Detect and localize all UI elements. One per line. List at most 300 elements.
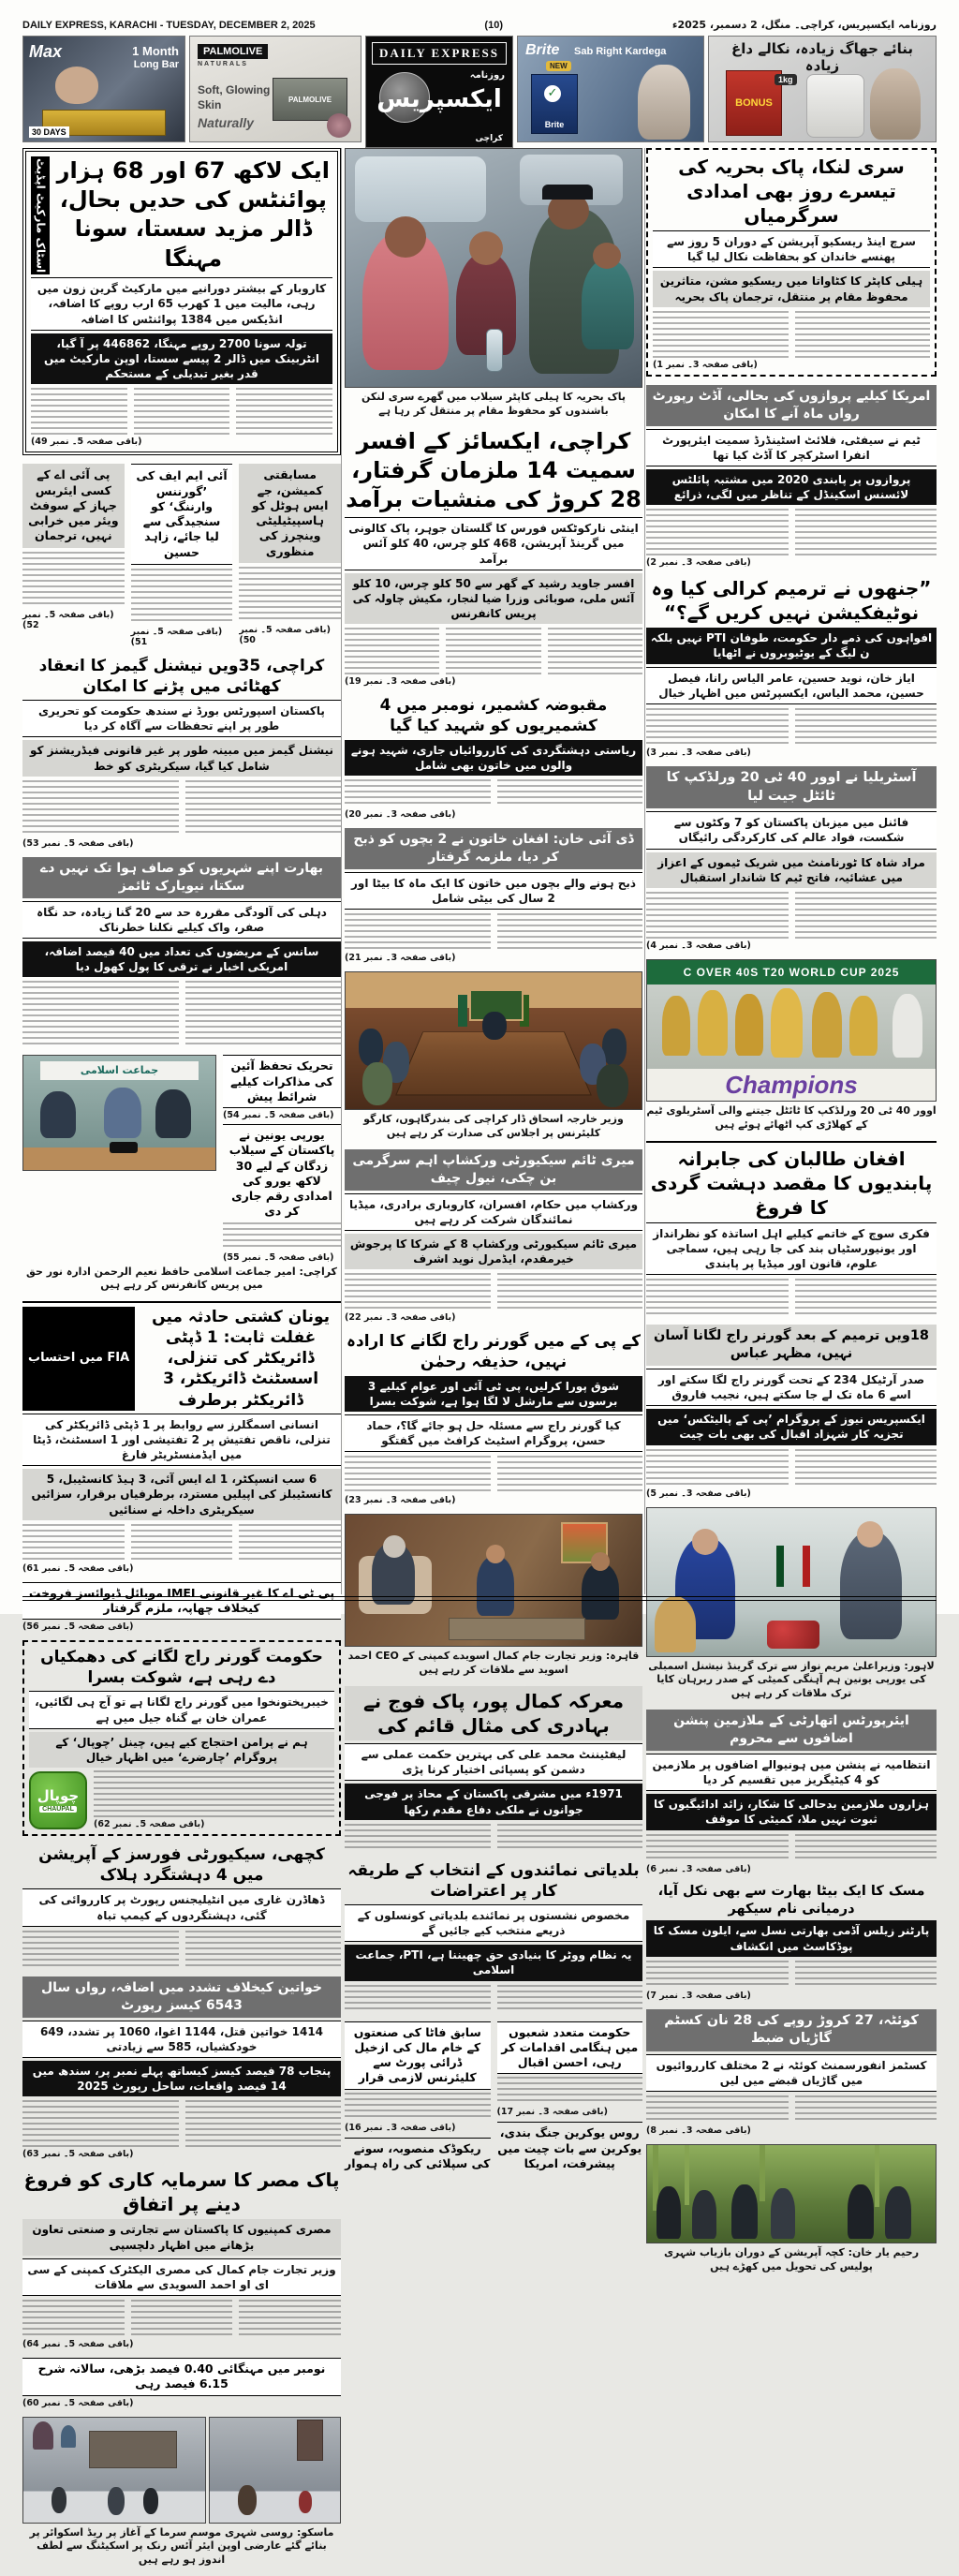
attendee-figure [359, 1029, 383, 1066]
games-subhead-1: پاکستان اسپورٹس بورڈ نے سندھ حکومت کو تحریری طور پر اپنے تحفظات سے آگاہ کر دیا [22, 700, 341, 737]
turkish-official-face [857, 1521, 883, 1547]
body-text [795, 509, 937, 555]
skater-figure [143, 2488, 158, 2514]
police-rescue-photo [646, 2144, 937, 2243]
dikhan-headline: ڈی آئی خان: افغان خاتون نے 2 بچوں کو ذبح کر دیا، ملزمہ گرفتار [345, 828, 642, 869]
masthead-english: DAILY EXPRESS [372, 42, 507, 65]
palmolive-line3: Naturally [198, 115, 254, 130]
body-text [131, 2300, 233, 2337]
story-india-air-pollution [22, 857, 341, 1047]
lead-body [31, 388, 332, 435]
localbodies-headline: بلدیاتی نمائندوں کے انتخاب کے طریقہ کار پر اعتراضات [347, 1860, 640, 1901]
story-18th-amendment-analysis [646, 1325, 937, 1498]
body-text [94, 1770, 334, 1817]
body-text [795, 311, 931, 358]
ad-brite [517, 36, 704, 142]
speaker-figure [104, 1088, 141, 1138]
pakistan-flag [776, 1546, 784, 1587]
egypt-subhead-1: مصری کمپنیوں کا پاکستان سے تجارتی و صنعتی تعاون بڑھانے میں اظہار دلچسپی [22, 2219, 341, 2255]
body-text [22, 981, 179, 1046]
continued-note: (باقی صفحہ 5۔ نمبر 62) [94, 1819, 205, 1830]
body-text [646, 1449, 789, 1487]
continued-note: (باقی صفحہ 3۔ نمبر 4) [646, 940, 751, 951]
cairo-photo-caption: قاہرہ: وزیر تجارت جام کمال اسویدے کمپنی کے CEO احمد اسوید سے ملاقات کر رہے ہیں [347, 1650, 640, 1677]
body-text [497, 2077, 643, 2105]
aus-subhead: فائنل میں میزبان پاکستان کو 7 وکٹوں سے شکست، فواد عالم کی کارکردگی رائیگاں [646, 811, 937, 849]
moscow-photo-caption: ماسکو: روسی شہری موسم سرما کے آغاز پر ریڈ اسکوائر پر بنائے گئے عارضی اوپن ایئر آئس رنک پر اسکیٹنگ سے لطف اندوز ہو رہے ہیں [29, 2525, 334, 2567]
body-text [236, 388, 332, 435]
constitution-headline: تحریک تحفظ آئین کی مذاکرات کیلیے شرائط پیش [223, 1055, 341, 1108]
body-text [345, 913, 491, 951]
story-musk-son-india [646, 1883, 937, 2001]
player-figure [812, 992, 842, 1058]
kachhi-headline: کچھی، سیکیورٹی فورسز کے آپریشن میں 4 دہشتگرد ہلاک [38, 1845, 325, 1886]
kachhi-subhead: ڈھاڈرن غاری میں انٹیلیجنس رپورٹ پر کارروائی کی گئی، دہشتگردوں کے کیمپ تباہ [22, 1888, 341, 1926]
champions-photo-caption: اوور 40 ٹی 20 ورلڈکپ کا ٹائٹل جیتنے والی آسٹریلوی ٹیم کے کھلاڑی کپ اٹھائے ہوئے ہیں [646, 1103, 937, 1131]
continued-note: (باقی صفحہ 3۔ نمبر 23) [345, 1495, 456, 1506]
max-model-female [102, 70, 143, 108]
body-text [22, 2100, 179, 2147]
max-model-male [55, 67, 98, 104]
fia-subhead-2: 6 سب انسپکٹر، 1 اے ایس آئی، 3 ہیڈ کانسٹیبل، 5 کانسٹیبلز کی اپیلیں مسترد، برطرفیاں برقرار، سزائیں سیکریٹری داخلہ نے سنائیں [22, 1469, 341, 1520]
maritime-subhead-2: میری ٹائم سیکیورٹی ورکشاپ 8 کے شرکا کا پرجوش خیرمقدم، ایڈمرل نوید اشرف [345, 1234, 642, 1269]
body-text [795, 892, 937, 939]
story-national-games [22, 656, 341, 849]
body-text [795, 1834, 937, 1862]
kp-subhead-2: کیا گورنر راج سے مسئلہ حل ہو جائے گا؟، حماد حسن، پروگرام اسٹیٹ کرافٹ میں گفتگو [345, 1414, 642, 1452]
body-text [31, 388, 127, 435]
checkmark-icon: ✓ [544, 85, 561, 102]
continued-note: (باقی صفحہ 3۔ نمبر 6) [646, 1863, 751, 1874]
body-text [646, 892, 789, 939]
kashmir-headline: مقبوضہ کشمیر، نومبر میں 4 کشمیریوں کو شہید کیا گیا [379, 696, 608, 736]
rekodik-headline: ریکوڈک منصوبہ، سونے کی سپلائی کی راہ ہموار [345, 2138, 491, 2172]
body-text [345, 779, 491, 807]
story-governor-raj-chaupal [22, 1640, 341, 1836]
max-offer-line1: 1 Month [132, 44, 179, 58]
champions-team-photo [646, 959, 937, 1102]
body-text [795, 708, 937, 746]
continued-note: (باقی صفحہ 5۔ نمبر 49) [31, 437, 142, 448]
palmolive-line2: Skin [198, 98, 222, 111]
imf-headline: آئی ایم ایف کی ’گورننس وارننگ‘ کو سنجیدگی سے لیا جائے، زاہد حسین [131, 464, 233, 565]
body-text [497, 1824, 643, 1852]
body-text [646, 1961, 789, 1989]
ccp-headline: مسابقتی کمیشن، جے ایس ہوٹل کو ہاسپیٹیلیٹی وینچرز کی منظوری [239, 464, 341, 563]
woman-face [385, 216, 426, 258]
story-pak-egypt-investment [22, 2168, 341, 2349]
baby-figure [582, 259, 634, 349]
airports-headline: ایئرپورٹس اتھارٹی کے ملازمین پنشن اضافوں سے محروم [646, 1710, 937, 1751]
story-dikhan-afghan-woman [345, 828, 642, 963]
kamalpur-headline: معرکہ کمال پور، پاک فوج نے بہادری کی مثال قائم کی [345, 1686, 642, 1740]
official-figure [893, 994, 922, 1058]
body-text [646, 708, 789, 746]
kp-subhead-1: شوق پورا کرلیں، پی ٹی آئی اور عوام کیلیے 3 برسوں سے مارشل لا لگا ہوا ہے، شوکت بسرا [345, 1376, 642, 1412]
helicopter-window [355, 156, 486, 222]
chaupal-headline: حکومت گورنر راج لگانے کی دھمکیاں دے رہی ہے، شوکت بسرا [40, 1648, 323, 1688]
flights-headline: امریکا کیلیے پروازوں کی بحالی، آڈٹ رپورٹ رواں ماہ آنے کا امکان [646, 385, 937, 426]
sugarcane-stalk [760, 2145, 765, 2201]
body-text [22, 2300, 125, 2337]
continued-note: (باقی صفحہ 3۔ نمبر 1) [653, 359, 758, 370]
story-pia-airbus [22, 464, 125, 647]
body-text [345, 1824, 491, 1852]
continued-note: (باقی صفحہ 3۔ نمبر 2) [646, 557, 751, 569]
body-text [345, 1273, 491, 1310]
musk-headline: مسک کا ایک بیٹا بھارت سے بھی نکل آیا، درمیانی نام سیکھر [657, 1883, 925, 1917]
quetta-subhead: کسٹمز انفورسمنٹ کوئٹہ نے 2 مختلف کارروائیوں میں گاڑیاں قبضے میں لیں [646, 2054, 937, 2092]
pakistan-flag [458, 995, 467, 1027]
chaupal-logo [29, 1771, 87, 1829]
skater-figure [238, 2485, 257, 2515]
srilanka-subhead-2: ہیلی کاپٹر کا کٹاواتا میں ریسکیو مشن، متاثرین محفوظ مقام پر منتقل، ترجمان پاک بحریہ [653, 271, 930, 306]
inflation-headline: نومبر میں مہنگائی 0.40 فیصد بڑھی، سالانہ شرح 6.15 فیصد رہی [22, 2358, 341, 2396]
continued-note: (باقی صفحہ 3۔ نمبر 19) [345, 676, 456, 688]
ad-palmolive [189, 36, 361, 142]
aus-headline: آسٹریلیا نے اوور 40 ٹی 20 ورلڈکپ کا ٹائٹل جیت لیا [646, 766, 937, 808]
egypt-headline: پاک مصر کا سرمایہ کاری کو فروغ دینے پر اتفاق [23, 2169, 340, 2216]
quote-subhead: ایاز خان، نوید حسین، عامر الیاس رانا، فیصل حسین، محمد الیاس، ایکسپرٹس میں اظہار خیال [646, 667, 937, 704]
continued-note: (باقی صفحہ 3۔ نمبر 5) [646, 1488, 751, 1499]
story-police-rescue-photo [646, 2144, 937, 2274]
right-column [646, 148, 937, 2283]
police-photo-caption: رحیم یار خان: کچہ آپریشن کے دوران بازیاب شہری پولیس کی تحویل میں کھڑے ہیں [663, 2246, 920, 2273]
turkey-flag [803, 1546, 810, 1587]
pia-headline: پی آئی اے کے کسی ایئربس جہاز کے سوفٹ ویئر میں خرابی نہیں، ترجمان [22, 464, 125, 547]
body-text [22, 1524, 125, 1562]
maritime-subhead-1: ورکشاپ میں حکام، افسران، کاروباری برادری، میڈیا نمائندگان شرکت کر رہے ہیں [345, 1193, 642, 1231]
bonus-tagline-urdu: بنائے جھاگ زیادہ، نکالے داغ زیادہ [731, 40, 913, 74]
max-logo: Max [29, 42, 63, 61]
story-ahsan-iqbal [497, 2021, 643, 2172]
helicopter-rescue-photo [345, 148, 642, 388]
women-subhead: 1414 خواتین قتل، 1144 اغوا، 1060 پر تشدد، 649 خودکشیاں، 585 سے زیادتی [22, 2021, 341, 2058]
palmolive-pack-label: PALMOLIVE [288, 95, 332, 104]
carved-chair [655, 1596, 696, 1652]
masthead-block [365, 36, 513, 148]
player-figure [662, 996, 690, 1056]
body-text [239, 1524, 341, 1562]
body-text [131, 569, 233, 625]
body-text [497, 1985, 643, 2013]
story-australia-t20-title [646, 766, 937, 951]
jamaat-press-photo [22, 1055, 216, 1171]
police-figure [692, 2190, 716, 2239]
ad-max-soap [22, 36, 185, 142]
lead-headline: ایک لاکھ 67 اور 68 ہزار پوائنٹس کی حدیں بحال، ڈالر مزید سستا، سونا مہنگا [56, 157, 330, 272]
max-30days-badge: 30 DAYS [29, 126, 69, 138]
quote-headline: ”جنھوں نے ترمیم کرالی کیا وہ نوٹیفکیشن نہیں کریں گے؟“ [651, 577, 932, 625]
body-text [795, 2095, 937, 2124]
microphones [110, 1142, 138, 1153]
story-usa-flights-audit [646, 385, 937, 569]
page-header [22, 19, 937, 31]
india-headline: بھارت اپنے شہریوں کو صاف ہوا تک نہیں دے سکتا، نیویارک ٹائمز [22, 857, 341, 898]
ahsan-headline: حکومت متعدد شعبوں میں ہنگامی اقدامات کر رہی، احسن اقبال [497, 2021, 643, 2075]
mazhar-black-bar: ایکسپریس نیوز کے پروگرام ’پی کے پالیٹکس‘ میں تجزیہ کار شہزاد اقبال کی بھی بات چیت [646, 1409, 937, 1444]
coffee-table [449, 1618, 585, 1640]
continued-note: (باقی صفحہ 3۔ نمبر 16) [345, 2122, 456, 2133]
body-text [22, 1931, 179, 1968]
women-black-bar: پنجاب 78 فیصد کیسز کیساتھ پہلے نمبر پر، سندھ میں 14 فیصد واقعات، ساحل رپورٹ 2025 [22, 2061, 341, 2096]
brite-new-badge: NEW [546, 61, 571, 71]
column-rule-right [644, 148, 645, 1594]
masthead-urdu: ایکسپریس [376, 85, 502, 113]
chairman-figure [482, 1012, 507, 1040]
body-text [131, 1524, 233, 1562]
kamalpur-black-bar: 1971ء میں مشرقی پاکستان کے محاذ پر فوجی جوانوں نے ملکی دفاع مقدم رکھا [345, 1784, 642, 1819]
body-text [134, 388, 230, 435]
chaupal-subhead-1: خیبرپختونخوا میں گورنر راج لگانا ہے تو آج ہی لگائیں، عمران خان بے گناہ جیل میں ہے [29, 1691, 334, 1728]
player-figure [735, 994, 763, 1056]
story-maryam-turkish-meeting [646, 1507, 937, 1702]
column-rule-left [341, 148, 342, 1594]
flights-black-bar: پروازوں پر پابندی 2020 میں مشتبہ پائلٹس لائسنس اسکینڈل کے تناظر میں لگی، ذرائع [646, 469, 937, 505]
baby-face [593, 243, 621, 269]
continued-note: (باقی صفحہ 5۔ نمبر 53) [22, 837, 134, 849]
sugarcane-stalk [875, 2145, 879, 2207]
lead-subhead-2: تولہ سونا 2700 روپے مہنگا، 446862 پر آ گیا، انٹربینک میں ڈالر 2 پیسے سستا، اوپن مارکیٹ میں قدر بغیر تبدیلی کے مستحکم [31, 333, 332, 385]
ads-row [22, 36, 937, 142]
police-figure [885, 2186, 911, 2239]
palmolive-naturals-label: NATURALS [198, 61, 248, 67]
continued-note: (باقی صفحہ 3۔ نمبر 7) [646, 1990, 751, 2001]
ad-bonus [708, 36, 937, 142]
dikhan-subhead: ذبح ہونے والے بچوں میں خاتون کا ایک ماہ کا بیٹا اور 2 سال کی بیٹی شامل [345, 872, 642, 910]
skater-figure [299, 2491, 312, 2513]
continued-note: (باقی صفحہ 3۔ نمبر 21) [345, 953, 456, 964]
continued-note: (باقی صفحہ 3۔ نمبر 3) [646, 748, 751, 759]
story-airports-pension [646, 1710, 937, 1874]
continued-note: (باقی صفحہ 5۔ نمبر 56) [22, 1621, 134, 1633]
body-text [795, 1279, 937, 1316]
body-text [646, 2095, 789, 2124]
story-taliban-restrictions [646, 1141, 937, 1317]
brite-pack [531, 74, 578, 134]
story-champions-photo [646, 959, 937, 1133]
brite-tagline: Sab Right Kardega [574, 46, 667, 57]
chaupal-subhead-2: ہم نے پرامن احتجاج کیے ہیں، چینل ’چوپال‘ کے پروگرام ’چارضرے‘ میں اظہار خیال [29, 1732, 334, 1768]
body-text [345, 1985, 491, 2013]
moscow-rink-photo-left [22, 2417, 206, 2524]
drugs-subhead-2: افسر جاوید رشید کے گھر سے 50 کلو چرس، 10 کلو آئس ملی، صوبائی وزرا ضیا لنجار، مکیش چاولہ کی پریس کانفرنس [345, 573, 642, 625]
drugs-headline: کراچی، ایکسائز کے افسر سمیت 14 ملزمان گرفتار، 28 کروڑ کی منشیات برآمد [346, 427, 642, 513]
brite-model [638, 65, 690, 140]
quote-black-bar: افواہوں کی ذمے دار حکومت، طوفان PTI نہیں بلکہ ن لیگ کے یوٹیوبروں نے اٹھایا [646, 628, 937, 663]
helicopter-photo-caption: پاک بحریہ کا ہیلی کاپٹر سیلاب میں گھرے سری لنکن باشندوں کو محفوظ مقام پر منتقل کر رہا ہے [361, 391, 627, 417]
story-imf-warning [131, 464, 233, 647]
body-text [185, 2100, 342, 2147]
continued-note: (باقی صفحہ 5۔ نمبر 60) [22, 2397, 134, 2408]
minister-figure [582, 1563, 619, 1620]
lead-subhead-1: کاروبار کے بیشتر دورانیے میں مارکیٹ گرین زون میں رہی، مالیت میں 1 کھرب 65 ارب روپے کا اضافہ، انڈیکس میں 1384 پوائنٹس کا اضافہ [31, 277, 332, 331]
body-text [185, 780, 342, 836]
maryam-nawaz-meeting-photo [646, 1507, 937, 1657]
continued-note: (باقی صفحہ 3۔ نمبر 8) [646, 2125, 751, 2137]
header-page-number: (10) [484, 20, 503, 31]
speaker-figure [40, 1091, 76, 1138]
rose-graphic [327, 113, 351, 138]
body-text [446, 628, 540, 674]
body-text [239, 567, 341, 623]
body-text [185, 981, 342, 1046]
india-black-bar: سانس کے مریضوں کی تعداد میں 40 فیصد اضافہ، امریکی اخبار نے ترقی کا پول کھول دیا [22, 941, 341, 977]
body-text [646, 1834, 789, 1862]
attendee-figure [362, 1062, 392, 1105]
india-subhead: دہلی کی آلودگی مقررہ حد سے 20 گنا زیادہ، حد نگاہ صفر، واک کیلیے نکلنا خطرناک [22, 901, 341, 939]
ishaq-dar-meeting-photo [345, 971, 642, 1110]
conference-table [395, 1032, 592, 1096]
story-amendment-quote [646, 576, 937, 758]
story-pta-imei-raid [22, 1582, 341, 1633]
body-text [653, 311, 789, 358]
story-inflation-november [22, 2358, 341, 2408]
left-column [22, 148, 341, 2576]
russia-ukraine-headline: روس یوکرین جنگ بندی، یوکرین سے بات چیت میں پیشرفت، امریکا [497, 2122, 643, 2171]
pta-headline: پی ٹی اے کا غیر قانونی IMEI موبائل ڈیوائسز فروخت کیخلاف چھاپہ، ملزم گرفتار [22, 1582, 341, 1621]
body-text [22, 780, 179, 836]
brite-logo: Brite [525, 42, 560, 58]
story-local-bodies-objections [345, 1860, 642, 2013]
jamaat-banner: جماعت اسلامی [40, 1061, 199, 1080]
player-figure [771, 988, 803, 1058]
flights-subhead: ٹیم نے سیفٹی، فلائٹ اسٹینڈرڈ سمیت ایئرپورٹ انفرا اسٹرکچر کا آڈٹ کیا تھا [646, 429, 937, 466]
continued-note: (باقی صفحہ 5۔ نمبر 51) [130, 626, 223, 647]
story-competition-commission [239, 464, 341, 647]
body-text [22, 552, 125, 608]
mini-story-row [22, 464, 341, 647]
fia-headline: یونان کشتی حادثہ میں غفلت ثابت: 1 ڈپٹی ڈائریکٹر کی تنزلی، اسسٹنٹ ڈائریکٹر، 3 ڈائریکٹر برطرف [152, 1308, 331, 1410]
story-women-violence-report [22, 1976, 341, 2160]
body-text [497, 1456, 643, 1493]
continued-note: (باقی صفحہ 5۔ نمبر 63) [22, 2149, 134, 2160]
body-text [497, 779, 643, 807]
body-text [223, 1222, 341, 1251]
continued-note: (باقی صفحہ 5۔ نمبر 52) [22, 609, 114, 630]
srilanka-headline: سری لنکا، پاک بحریہ کی تیسرے روز بھی امدادی سرگرمیاں [678, 155, 905, 227]
kp-headline: کے پی کے میں گورنر راج لگانے کا ارادہ نہیں، حذیفہ رحمٰن [347, 1332, 641, 1372]
body-text [795, 1961, 937, 1989]
eu-aid-headline: یورپی یونین نے پاکستان کے سیلاب زدگان کے لیے 30 لاکھ یورو کی امدادی رقم جاری کر دی [223, 1124, 341, 1220]
story-srilanka-navy-relief [646, 148, 937, 377]
cairo-meeting-photo [345, 1514, 642, 1647]
body-text [497, 1273, 643, 1310]
skater-figure [108, 2487, 125, 2515]
speaker-figure [155, 1089, 191, 1138]
bonus-weight-badge: 1kg [775, 74, 797, 85]
maritime-headline: میری ٹائم سیکیورٹی ورکشاپ اہم سرگرمی بن چکی، نیول چیف [345, 1149, 642, 1191]
body-text [345, 2093, 491, 2121]
child-face [469, 231, 503, 265]
body-text [185, 1931, 342, 1968]
maryam-face [692, 1529, 718, 1555]
localbodies-black-bar: یہ نظام ووٹر کا بنیادی حق چھیننا ہے، PTI، جماعت اسلامی [345, 1945, 642, 1980]
mini-story-row-bottom [345, 2021, 642, 2172]
taliban-subhead: فکری سوچ کے خاتمے کیلیے اہل اساتذہ کو نظرانداز اور یونیورسٹیاں بند کی جا رہی ہیں، سماجی علوم، قانون اور میڈیا پر پابندی [646, 1222, 937, 1276]
palmolive-logo: PALMOLIVE [198, 44, 268, 59]
body-text [646, 509, 789, 555]
stock-market-label: اسٹاک مارکیٹ اپڈیٹ [31, 156, 50, 274]
taliban-headline: افغان طالبان کی جابرانہ پابندیوں کا مقصد دہشت گردی کا فروغ [650, 1147, 933, 1219]
continued-note: (باقی صفحہ 3۔ نمبر 17) [496, 2107, 608, 2118]
attendee-figure [597, 1064, 628, 1107]
mazhar-subhead: صدر آرٹیکل 234 کے تحت گورنر راج لگا سکتے اور اسے 6 ماہ تک لے جا سکتے ہیں، نجیب فاروق [646, 1369, 937, 1406]
masthead-city: کراچی [475, 134, 503, 143]
police-figure [657, 2186, 681, 2239]
continued-note: (باقی صفحہ 5۔ نمبر 50) [239, 624, 331, 645]
cathedral-dome [61, 2425, 76, 2448]
fia-subhead-1: انسانی اسمگلرز سے روابط پر 1 ڈپٹی ڈائریکٹر کی تنزلی، ناقص تفتیش پر 2 تفتیشی اور 1 اسسٹنٹ، ڈیٹا میں ایڈمنسٹریٹر فارغ [22, 1414, 341, 1467]
story-fia-greece-boat [22, 1301, 341, 1574]
red-roses [767, 1621, 819, 1649]
masthead-rozanama: روزنامہ [469, 70, 505, 81]
stage-structure [89, 2431, 177, 2468]
header-date-urdu: روزنامہ ایکسپریس، کراچی۔ منگل، 2 دسمبر، 2025ء [671, 19, 937, 31]
continued-note: (باقی صفحہ 3۔ نمبر 22) [345, 1312, 456, 1324]
continued-note: (باقی صفحہ 5۔ نمبر 54) [223, 1110, 334, 1120]
fia-kicker: FIA میں احتساب [22, 1307, 135, 1410]
story-kamalpur-battle [345, 1686, 642, 1852]
kamalpur-subhead: لیفٹیننٹ محمد علی کی بہترین حکمت عملی سے دشمن کو پسپائی اختیار کرنا پڑی [345, 1743, 642, 1781]
mazhar-headline: 18ویں ترمیم کے بعد گورنر راج لگانا آسان نہیں، مظہر عباس [646, 1325, 937, 1366]
page-bottom-rule [22, 1596, 937, 1601]
maryam-photo-caption: لاہور: وزیراعلیٰ مریم نواز سے ترک گرینڈ نیشنل اسمبلی کی یورپی یونین ہم آہنگی کمیٹی کے صدر ربرہان کایا ترک ملاقات کر رہے ہیں [648, 1659, 935, 1700]
palmolive-line1: Soft, Glowing [198, 83, 271, 96]
water-bottle [486, 329, 503, 372]
kashmir-subhead: ریاستی دہشتگردی کی کارروائیاں جاری، شہید ہونے والوں میں خاتون بھی شامل [345, 740, 642, 776]
police-figure [848, 2184, 874, 2239]
story-dar-ports-meeting [345, 971, 642, 1141]
center-column [345, 148, 642, 2180]
quetta-headline: کوئٹہ، 27 کروڑ روپے کی 28 نان کسٹم گاڑیاں ضبط [646, 2009, 937, 2051]
aus-black-bar: مراد شاہ کا ٹورنامنٹ میں شریک ٹیموں کے اعزاز میں عشائیہ، فاتح ٹیم کا شاندار استقبال [646, 852, 937, 888]
rescued-civilian-figure [771, 2188, 795, 2239]
body-text [646, 1279, 789, 1316]
max-offer-line2: Long Bar [133, 59, 179, 70]
player-figure [849, 996, 878, 1056]
story-helicopter-rescue [345, 148, 642, 419]
airports-subhead: انتظامیہ نے پنشن میں ہونیوالے اضافوں پر ملازمین کو 4 کیٹیگریز میں تقسیم کر دیا [646, 1754, 937, 1791]
body-text [795, 1449, 937, 1487]
continued-note: (باقی صفحہ 5۔ نمبر 55) [223, 1251, 334, 1263]
continued-note: (باقی صفحہ 3۔ نمبر 20) [345, 808, 456, 820]
body-text [548, 628, 642, 674]
crew-cap [542, 185, 593, 200]
body-text [239, 2300, 341, 2337]
white-shirt-graphic [806, 74, 864, 138]
story-kachhi-operation [22, 1844, 341, 1968]
women-headline: خواتین کیخلاف تشدد میں اضافہ، رواں سال 6543 کیسز رپورٹ [22, 1976, 341, 2018]
cathedral-dome [33, 2421, 53, 2450]
chaupal-logo-urdu: چوپال [37, 1787, 80, 1805]
body-text [497, 913, 643, 951]
dar-photo-caption: وزیر خارجہ اسحاق ڈار کراچی کی بندرگاہوں، کارگو کلیئرنس پر اجلاس کی صدارت کر رہے ہیں [363, 1113, 624, 1139]
drugs-subhead-1: اینٹی نارکوٹکس فورس کا گلستان جوہر، پاک کالونی میں گرینڈ آپریشن، 468 کلو چرس، 40 کلو آئس برآمد [345, 517, 642, 570]
story-moscow-ice-rink [22, 2417, 341, 2569]
body-text [345, 1456, 491, 1493]
airports-black-bar: ہزاروں ملازمین بدحالی کا شکار، زائد ادائیگیوں کا ثبوت نہیں ملا، کمیٹی کا موقف [646, 1794, 937, 1829]
story-stock-market-lead [22, 148, 341, 455]
bonus-model [870, 68, 921, 140]
continued-note: (باقی صفحہ 5۔ نمبر 61) [22, 1562, 134, 1574]
egypt-subhead-2: وزیر تجارت جام کمال کی مصری الیکٹرک کمپنی کے سی ای او احمد السویدی سے ملاقات [22, 2258, 341, 2296]
jamaat-photo-caption: کراچی: امیر جماعت اسلامی حافظ نعیم الرحمن ادارہ نور حق میں پریس کانفرنس کر رہے ہیں [26, 1265, 337, 1292]
story-maritime-workshop [345, 1149, 642, 1324]
champions-word: Champions [647, 1069, 936, 1101]
games-subhead-2: نیشنل گیمز میں مبینہ طور پر غیر قانونی فیڈریشنز کو شامل کیا گیا، سیکریٹری کو خط [22, 740, 341, 776]
bonus-pack [726, 70, 782, 136]
